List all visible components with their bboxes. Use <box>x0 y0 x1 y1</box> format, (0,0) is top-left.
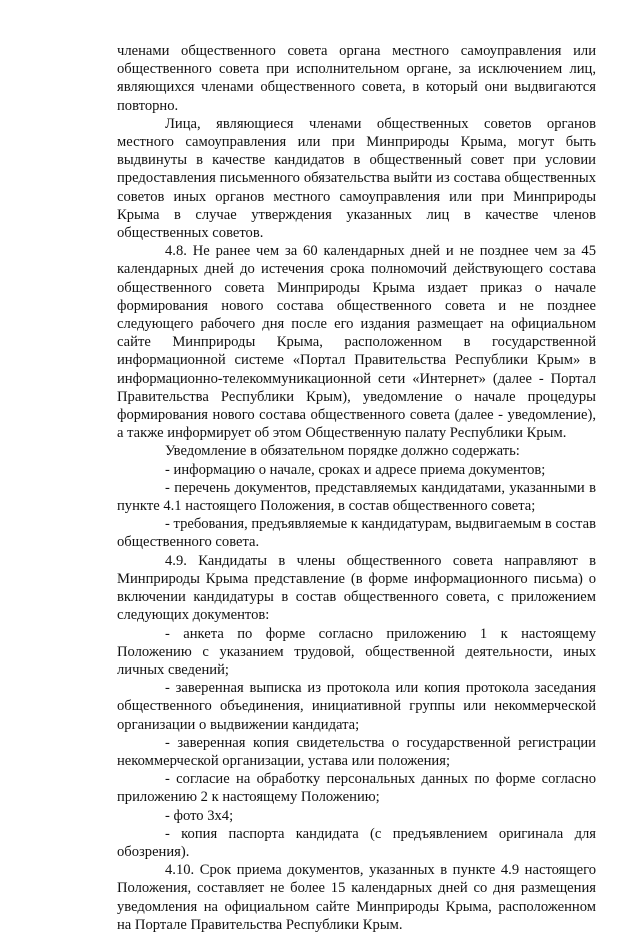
document-body <box>117 42 596 934</box>
document-paragraph: - заверенная выписка из протокола или копия протокола заседания общественного объединения, инициативной группы или некоммерческой организации о выдвижении кандидата; <box>117 680 596 733</box>
document-paragraph: - требования, предъявляемые к кандидатурам, выдвигаемым в состав общественного совета. <box>117 516 596 551</box>
document-paragraph: - согласие на обработку персональных данных по форме согласно приложению 2 к настоящему Положению; <box>117 771 596 806</box>
document-paragraph: - анкета по форме согласно приложению 1 к настоящему Положению с указанием трудовой, общественной деятельности, иных личных сведений; <box>117 625 596 678</box>
document-paragraph: - фото 3х4; <box>165 807 234 824</box>
document-paragraph: Лица, являющиеся членами общественных советов органов местного самоуправления или при Минприроды Крыма, могут быть выдвинуты в качестве кандидатов в общественный совет при условии предоставления письменного обязательства выйти из состава общественных советов иных органов местного самоуправления или при Минприроды Крыма в случае утверждения указанных лиц в качестве членов общественных советов. <box>117 115 596 242</box>
document-paragraph: - заверенная копия свидетельства о государственной регистрации некоммерческой организации, устава или положения; <box>117 734 596 769</box>
document-paragraph: - перечень документов, представляемых кандидатами, указанными в пункте 4.1 настоящего Положения, в состав общественного совета; <box>117 479 596 515</box>
document-paragraph: 4.10. Срок приема документов, указанных в пункте 4.9 настоящего Положения, составляет не более 15 календарных дней со дня размещения уведомления на официальном сайте Минприроды Крыма, расположенном на Портале Правительства Республики Крым. <box>117 862 596 933</box>
document-paragraph: Уведомление в обязательном порядке должно содержать: <box>165 443 520 460</box>
document-paragraph: - информацию о начале, сроках и адресе приема документов; <box>165 461 546 478</box>
document-paragraph: - копия паспорта кандидата (с предъявлением оригинала для обозрения). <box>117 825 596 860</box>
document-paragraph: 4.9. Кандидаты в члены общественного совета направляют в Минприроды Крыма представление (в форме информационного письма) о включении кандидатуры в состав общественного совета, с приложением следующих документов: <box>117 552 596 624</box>
document-paragraph: 4.8. Не ранее чем за 60 календарных дней и не позднее чем за 45 календарных дней до истечения срока полномочий действующего состава общественного совета Минприроды Крыма издает приказ о начале формирования нового состава общественного совета и не позднее следующего рабочего дня после его издания размещает на официальном сайте Минприроды Крыма, расположенном в государственной информационной системе «Портал Правительства Республики Крым» в информационно-телекоммуникационной сети «Интернет» (далее - Портал Правительства Республики Крым), уведомление о начале процедуры формирования нового состава общественного совета (далее - уведомление), а также информирует об этом Общественную палату Республики Крым. <box>117 243 596 442</box>
document-paragraph: членами общественного совета органа местного самоуправления или общественного совета при исполнительном органе, за исключением лиц, являющихся членами общественного совета, в который они выдвигаются повторно. <box>117 43 596 114</box>
